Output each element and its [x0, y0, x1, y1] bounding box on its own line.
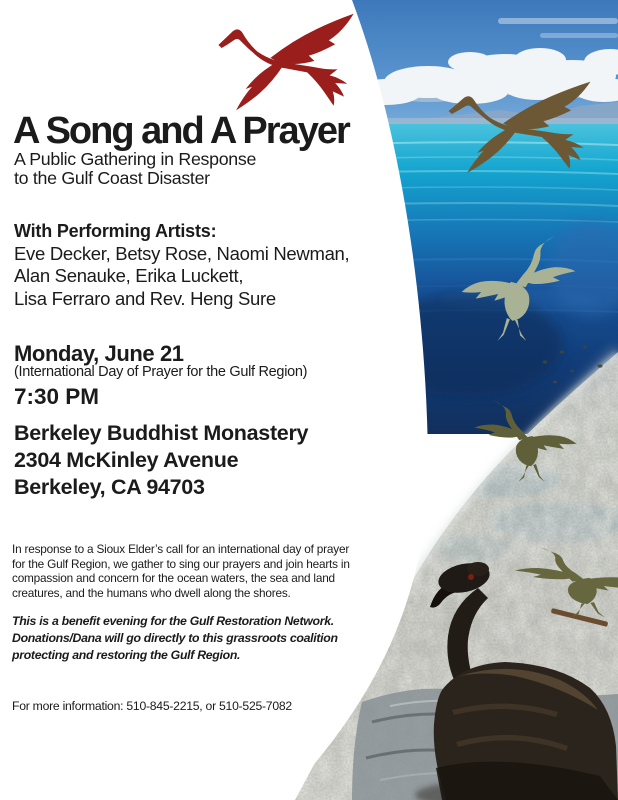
- body-paragraph: [12, 542, 350, 600]
- venue-line: 2304 McKinley Avenue: [14, 448, 239, 472]
- contact-info: For more information: 510-845-2215, or 510-525-7082: [12, 699, 292, 713]
- body-line: creatures, and the humans who dwell along the shores.: [12, 585, 291, 600]
- subtitle-line: to the Gulf Coast Disaster: [14, 167, 210, 188]
- performers-line: Lisa Ferraro and Rev. Heng Sure: [14, 287, 276, 309]
- event-date-note: (International Day of Prayer for the Gulf Region): [14, 364, 308, 380]
- event-time: 7:30 PM: [14, 384, 100, 409]
- page-title: A Song and A Prayer: [13, 110, 349, 152]
- venue-line: Berkeley, CA 94703: [14, 475, 205, 499]
- venue-line: Berkeley Buddhist Monastery: [14, 421, 309, 445]
- body-line: In response to a Sioux Elder’s call for an international day of prayer: [12, 542, 350, 556]
- benefit-line: Donations/Dana will go directly to this grassroots coalition: [12, 631, 338, 645]
- benefit-paragraph: [12, 613, 338, 664]
- subtitle-line: A Public Gathering in Response: [14, 149, 257, 169]
- subtitle: [14, 150, 256, 188]
- venue-address: [14, 420, 308, 501]
- benefit-line: This is a benefit evening for the Gulf Restoration Network.: [12, 614, 334, 628]
- benefit-line: protecting and restoring the Gulf Region.: [12, 648, 241, 662]
- body-line: compassion and concern for the ocean waters, the sea and land: [12, 571, 335, 586]
- performers-line: Eve Decker, Betsy Rose, Naomi Newman,: [14, 243, 350, 264]
- performers-line: Alan Senauke, Erika Luckett,: [14, 265, 244, 287]
- performers-heading: With Performing Artists:: [14, 221, 217, 241]
- performers-list: [14, 243, 349, 310]
- event-date: Monday, June 21: [14, 341, 184, 366]
- body-line: for the Gulf Region, we gather to sing our prayers and join hearts in: [12, 556, 350, 571]
